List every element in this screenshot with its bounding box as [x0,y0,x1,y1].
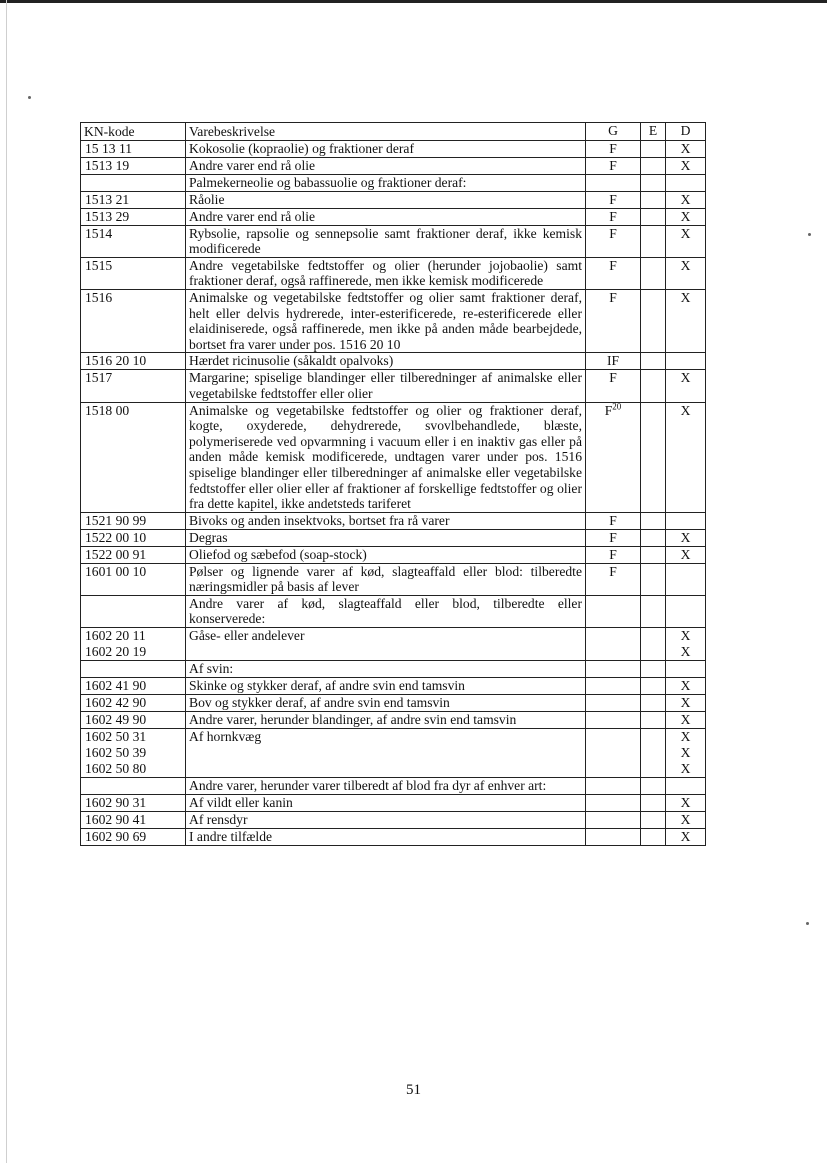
d-mark: X [680,370,691,386]
table-row [81,661,706,678]
kn-code-cell [81,563,186,595]
d-cell [666,191,706,208]
e-cell [641,661,666,678]
d-mark: X [680,402,691,418]
description-cell: I andre tilfælde [186,829,586,846]
d-mark: X [680,208,691,224]
description-cell: Andre vegetabilske fedtstoffer og olier (herunder jojobaolie) samt fraktioner deraf, også raffinerede, men ikke kemisk modificerede [186,257,586,289]
g-cell [586,812,641,829]
kn-code: 1602 49 90 [85,712,147,728]
d-cell [666,225,706,257]
scan-speck [28,96,31,99]
d-cell [666,729,706,778]
kn-code: 1602 50 39 [85,745,147,761]
kn-code-cell [81,595,186,627]
kn-code: 1518 00 [85,402,130,418]
e-cell [641,829,666,846]
d-mark [666,596,705,612]
g-cell [586,563,641,595]
description-cell: Bivoks og anden insektvoks, bortset fra rå varer [186,512,586,529]
kn-code: 1516 [85,289,113,305]
description-cell: Pølser og lignende varer af kød, slagteaffald eller blod: tilberedte næringsmidler på basis af lever [186,563,586,595]
g-cell [586,529,641,546]
e-cell [641,778,666,795]
g-cell [586,512,641,529]
d-cell [666,289,706,352]
e-cell [641,529,666,546]
d-mark: X [680,712,691,728]
d-mark: X [680,695,691,711]
e-cell [641,174,666,191]
d-mark: X [680,546,691,562]
kn-code: 1513 29 [85,208,130,224]
e-cell [641,225,666,257]
e-cell [641,563,666,595]
description-cell: Af svin: [186,661,586,678]
g-cell [586,795,641,812]
g-value: F [609,140,617,156]
g-value: F [609,225,617,241]
table-row [81,563,706,595]
description-cell: Andre varer, herunder blandinger, af andre svin end tamsvin [186,712,586,729]
d-mark: X [680,529,691,545]
d-cell [666,370,706,402]
header-g: G [586,123,641,141]
description-cell: Skinke og stykker deraf, af andre svin end tamsvin [186,678,586,695]
kn-code: 1601 00 10 [85,563,147,579]
g-cell [586,695,641,712]
g-value: IF [606,353,620,369]
kn-code-cell [81,712,186,729]
d-mark: X [680,289,691,305]
table-row [81,191,706,208]
kn-code: 1602 90 31 [85,795,147,811]
description-cell: Palmekerneolie og babassuolie og fraktioner deraf: [186,174,586,191]
g-cell [586,402,641,512]
kn-code: 1602 90 41 [85,812,147,828]
footnote-ref: 20 [612,401,622,411]
g-value: F [609,512,617,528]
d-cell [666,795,706,812]
e-cell [641,370,666,402]
table-row [81,289,706,352]
e-cell [641,729,666,778]
g-cell [586,225,641,257]
d-mark: X [680,761,691,777]
e-cell [641,678,666,695]
g-value: F [604,402,613,418]
description-cell: Råolie [186,191,586,208]
e-cell [641,628,666,661]
g-cell [586,712,641,729]
e-cell [641,289,666,352]
d-mark: X [680,140,691,156]
e-cell [641,353,666,370]
kn-code-cell [81,812,186,829]
g-value: F [609,546,617,562]
d-mark: X [680,812,691,828]
d-mark [666,778,705,794]
kn-code-cell [81,695,186,712]
e-cell [641,512,666,529]
e-cell [641,712,666,729]
g-cell [586,729,641,778]
kn-code-cell [81,353,186,370]
d-mark: X [680,257,691,273]
kn-code: 1516 20 10 [85,353,147,369]
g-value: F [609,157,617,173]
kn-code-cell [81,157,186,174]
d-cell [666,563,706,595]
g-cell [586,208,641,225]
page-number: 51 [406,1082,421,1098]
description-cell: Margarine; spiselige blandinger eller tilberedninger af animalske eller vegetabilske fedtstoffer eller olier [186,370,586,402]
d-mark: X [680,745,691,761]
g-value: F [609,208,617,224]
kn-code-cell [81,174,186,191]
g-cell [586,829,641,846]
d-cell [666,628,706,661]
table-row [81,829,706,846]
table-row [81,157,706,174]
d-cell [666,778,706,795]
table-row [81,402,706,512]
d-mark: X [680,628,691,644]
table-row [81,546,706,563]
kn-code-cell [81,208,186,225]
d-mark: X [680,829,691,845]
g-cell [586,353,641,370]
g-cell [586,546,641,563]
kn-code-cell [81,140,186,157]
kn-code: 1602 42 90 [85,695,147,711]
d-mark [666,661,705,677]
description-cell: Bov og stykker deraf, af andre svin end tamsvin [186,695,586,712]
description-cell: Andre varer end rå olie [186,208,586,225]
d-mark: X [680,795,691,811]
description-cell: Animalske og vegetabilske fedtstoffer og olier samt fraktioner deraf, helt eller delvis hydrerede, inter-esterificerede, re-esterificerede eller elaidiniserede, også raffinerede, men ikke på anden måde bearbejdede, bortset fra varer under pos. 1516 20 10 [186,289,586,352]
d-cell [666,353,706,370]
table-row [81,778,706,795]
d-mark: X [680,729,691,745]
table-header-row [81,123,706,141]
d-cell [666,829,706,846]
g-cell [586,174,641,191]
d-cell [666,661,706,678]
table-row [81,695,706,712]
g-cell [586,661,641,678]
d-cell [666,157,706,174]
kn-code: 1602 50 80 [85,761,147,777]
scan-speck [806,922,809,925]
kn-code-cell [81,829,186,846]
kn-code [85,175,182,191]
header-e: E [641,123,666,141]
table-row [81,174,706,191]
e-cell [641,595,666,627]
description-cell: Hærdet ricinusolie (såkaldt opalvoks) [186,353,586,370]
table-row [81,628,706,661]
kn-code-cell [81,512,186,529]
g-cell [586,157,641,174]
kn-code [85,661,182,677]
description-cell: Andre varer af kød, slagteaffald eller blod, tilberedte eller konserverede: [186,595,586,627]
kn-code: 1602 90 69 [85,829,147,845]
description-cell: Af hornkvæg [186,729,586,778]
table-row [81,595,706,627]
kn-code [85,596,182,612]
header-d: D [666,123,706,141]
table-body [81,140,706,845]
table-row [81,512,706,529]
e-cell [641,191,666,208]
kn-code: 1521 90 99 [85,512,147,528]
kn-code: 1515 [85,257,113,273]
kn-code: 1602 50 31 [85,729,147,745]
kn-code: 1514 [85,225,113,241]
e-cell [641,208,666,225]
d-cell [666,512,706,529]
d-mark: X [680,644,691,660]
description-cell: Rybsolie, rapsolie og sennepsolie samt fraktioner deraf, ikke kemisk modificerede [186,225,586,257]
kn-code-cell [81,402,186,512]
g-value: F [609,529,617,545]
g-value: F [609,289,617,305]
kn-code-cell [81,529,186,546]
e-cell [641,157,666,174]
table-row [81,257,706,289]
g-cell [586,678,641,695]
description-cell: Gåse- eller andelever [186,628,586,661]
g-cell [586,370,641,402]
table-row [81,812,706,829]
description-cell: Animalske og vegetabilske fedtstoffer og olier og fraktioner deraf, kogte, oxyderede, dehydrerede, svovlbehandlede, blæste, polymeriserede ved opvarmning i vacuum eller i en inaktiv gas eller på anden måde kemisk modificerede, undtagen varer under pos. 1516 spiselige blandinger eller tilberedninger af animalske eller vegetabilske fedtstoffer eller olier eller af fraktioner af forskellige fedtstoffer og olier fra dette kapitel, ikke andetsteds tariferet [186,402,586,512]
kn-code-cell [81,628,186,661]
kn-code-cell [81,729,186,778]
g-cell [586,778,641,795]
header-description: Varebeskrivelse [186,123,586,141]
d-mark: X [680,225,691,241]
d-mark: X [680,157,691,173]
g-value: F [609,563,617,579]
g-cell [586,191,641,208]
kn-code-cell [81,546,186,563]
kn-code-cell [81,678,186,695]
d-mark [666,175,705,191]
g-cell [586,257,641,289]
e-cell [641,795,666,812]
table-row [81,140,706,157]
description-cell: Andre varer end rå olie [186,157,586,174]
kn-code-cell [81,370,186,402]
table-row [81,678,706,695]
kn-code: 1522 00 10 [85,529,147,545]
scan-speck [808,233,811,236]
kn-code: 1513 21 [85,191,130,207]
d-mark [666,564,705,580]
table-row [81,208,706,225]
kn-code [85,778,182,794]
d-cell [666,257,706,289]
d-mark: X [680,678,691,694]
d-cell [666,546,706,563]
scan-top-edge [0,0,827,3]
g-value: F [609,370,617,386]
d-cell [666,595,706,627]
kn-code: 1602 20 19 [85,644,147,660]
d-cell [666,529,706,546]
e-cell [641,812,666,829]
kn-code: 15 13 11 [85,140,133,156]
e-cell [641,140,666,157]
d-cell [666,208,706,225]
table-row [81,225,706,257]
d-mark [666,513,705,529]
e-cell [641,402,666,512]
g-cell [586,289,641,352]
d-mark [666,353,705,369]
kn-code-cell [81,661,186,678]
g-value: F [609,191,617,207]
kn-code-cell [81,795,186,812]
description-cell: Degras [186,529,586,546]
kn-code: 1513 19 [85,157,130,173]
tariff-table [80,122,706,846]
table-row [81,795,706,812]
d-cell [666,695,706,712]
e-cell [641,257,666,289]
g-value: F [609,257,617,273]
description-cell: Kokosolie (kopraolie) og fraktioner deraf [186,140,586,157]
d-cell [666,678,706,695]
kn-code-cell [81,257,186,289]
g-cell [586,628,641,661]
d-cell [666,402,706,512]
d-cell [666,812,706,829]
description-cell: Andre varer, herunder varer tilberedt af blod fra dyr af enhver art: [186,778,586,795]
d-cell [666,174,706,191]
e-cell [641,546,666,563]
kn-code-cell [81,225,186,257]
description-cell: Af vildt eller kanin [186,795,586,812]
d-cell [666,712,706,729]
kn-code: 1602 20 11 [85,628,146,644]
g-cell [586,595,641,627]
description-cell: Af rensdyr [186,812,586,829]
table-row [81,353,706,370]
d-mark: X [680,191,691,207]
e-cell [641,695,666,712]
table-row [81,729,706,778]
description-cell: Oliefod og sæbefod (soap-stock) [186,546,586,563]
kn-code: 1602 41 90 [85,678,147,694]
kn-code: 1522 00 91 [85,546,147,562]
d-cell [666,140,706,157]
kn-code-cell [81,191,186,208]
kn-code-cell [81,289,186,352]
table-row [81,370,706,402]
header-kn-code: KN-kode [81,123,186,141]
kn-code: 1517 [85,370,113,386]
g-cell [586,140,641,157]
kn-code-cell [81,778,186,795]
table-row [81,712,706,729]
table-row [81,529,706,546]
scan-left-edge [6,0,7,1163]
